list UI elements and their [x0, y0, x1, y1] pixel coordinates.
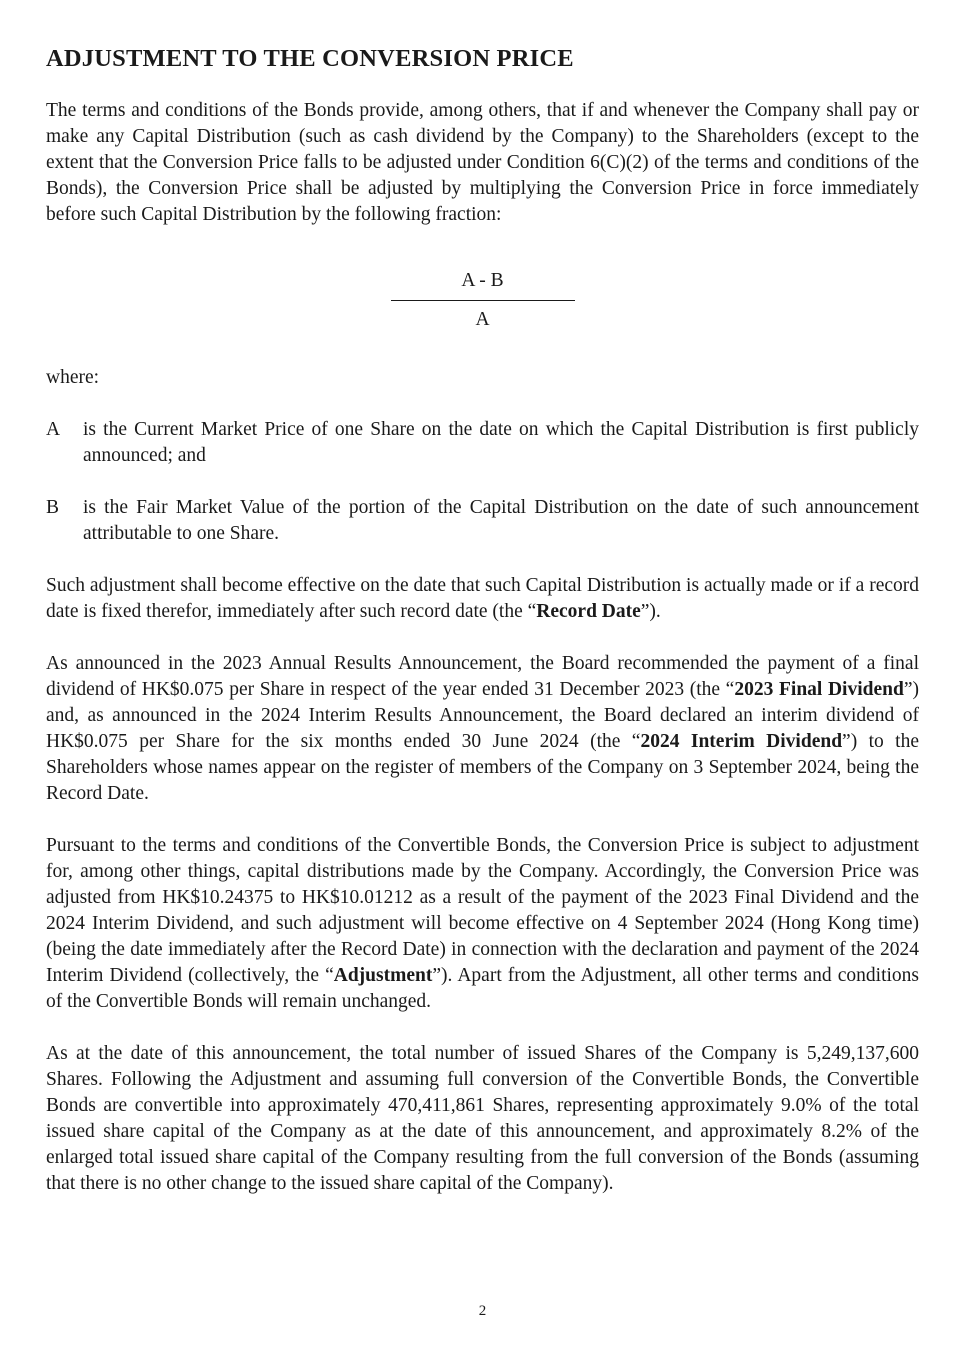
effective-date-paragraph [46, 573, 919, 625]
adjustment-paragraph [46, 833, 919, 1015]
section-heading: ADJUSTMENT TO THE CONVERSION PRICE [46, 45, 574, 72]
adjustment-fraction [391, 268, 575, 333]
definition-letter: A [46, 419, 61, 440]
shares-paragraph: As at the date of this announcement, the total number of issued Shares of the Company is 5,249,137,600 Shares. Following the Adjustment and assuming full conversion of the Convertible Bonds, the Convertible Bonds are convertible into approximately 470,411,861 Shares, representing approximately 9.0% of the total issued share capital of the Company as at the date of this announcement, and approximately 8.2% of the enlarged total issued share capital of the Company resulting from the full conversion of the Bonds (assuming that there is no other change to the issued share capital of the Company). [46, 1043, 919, 1194]
text-run: ”). [640, 601, 661, 622]
defined-term-interim-dividend: 2024 Interim Dividend [640, 731, 843, 752]
defined-term-record-date: Record Date [536, 601, 641, 622]
text-run: As announced in the 2023 Annual Results Announcement, the Board recommended the payment of a final dividend of HK$0.075 per Share in respect of the year ended 31 December 2023 (the “ [46, 653, 919, 700]
definition-letter: B [46, 497, 60, 518]
text-run: ”) and, as announced in the 2024 Interim Results Announcement, the Board declared an interim dividend of HK$0.075 per Share for the six months ended 30 June 2024 (the “ [46, 679, 919, 752]
where-label: where: [46, 367, 100, 388]
document-page [46, 42, 919, 1197]
fraction-denominator: A [475, 309, 490, 330]
defined-term-final-dividend: 2023 Final Dividend [734, 679, 904, 700]
fraction-numerator: A - B [391, 268, 575, 301]
defined-term-adjustment: Adjustment [333, 965, 433, 986]
intro-paragraph: The terms and conditions of the Bonds provide, among others, that if and whenever the Company shall pay or make any Capital Distribution (such as cash dividend by the Company) to the Shareholders (except to the extent that the Conversion Price falls to be adjusted under Condition 6(C)(2) of the terms and conditions of the Bonds), the Conversion Price shall be adjusted by multiplying the Conversion Price in force immediately before such Capital Distribution by the following fraction: [46, 100, 919, 225]
definition-b [46, 495, 919, 547]
text-run: Pursuant to the terms and conditions of the Convertible Bonds, the Conversion Price is subject to adjustment for, among other things, capital distributions made by the Company. Accordingly, the Conversion Price was adjusted from HK$10.24375 to HK$10.01212 as a result of the payment of the 2023 Final Dividend and the 2024 Interim Dividend, and such adjustment will become effective on 4 September 2024 (Hong Kong time) (being the date immediately after the Record Date) in connection with the declaration and payment of the 2024 Interim Dividend (collectively, the “ [46, 835, 919, 986]
dividends-paragraph [46, 651, 919, 807]
definition-text: is the Fair Market Value of the portion of the Capital Distribution on the date of such announcement attributable to one Share. [83, 497, 919, 544]
definition-a [46, 417, 919, 469]
page-number: 2 [478, 1303, 487, 1319]
definition-text: is the Current Market Price of one Share on the date on which the Capital Distribution is first publicly announced; and [83, 419, 919, 466]
text-run: ”). Apart from the Adjustment, all other terms and conditions of the Convertible Bonds will remain unchanged. [46, 965, 919, 1012]
text-run: ”) to the Shareholders whose names appear on the register of members of the Company on 3 September 2024, being the Record Date. [46, 731, 919, 804]
text-run: Such adjustment shall become effective on the date that such Capital Distribution is actually made or if a record date is fixed therefor, immediately after such record date (the “ [46, 575, 919, 622]
